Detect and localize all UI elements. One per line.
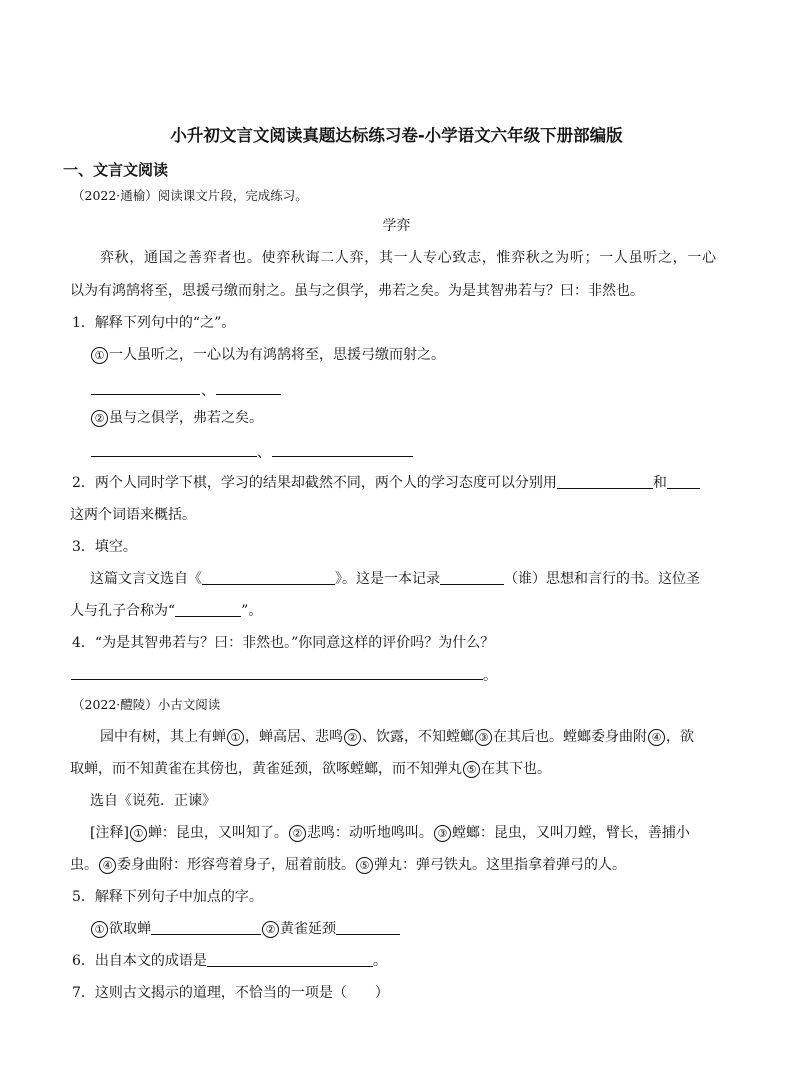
- page-title: 小升初文言文阅读真题达标练习卷-小学语文六年级下册部编版: [170, 126, 623, 145]
- note-text: 悲鸣：动听地鸣叫。: [306, 825, 433, 841]
- q3-text-d: 人与孔子合称为“: [70, 603, 176, 619]
- circled-number-2: ②: [262, 921, 279, 938]
- passage2-text: ，欲: [666, 729, 694, 745]
- q1-separator-1: 、: [201, 383, 215, 399]
- passage2-line1: [100, 727, 694, 747]
- circled-number-1: ①: [130, 825, 147, 842]
- q1-item2-text: 虽与之俱学，弗若之矣。: [109, 410, 263, 426]
- note-text: 蝉：昆虫，又叫知了。: [147, 825, 288, 841]
- passage2-source: （2022·醴陵）小古文阅读: [72, 697, 221, 712]
- q5-item-a: 欲取蝉: [109, 921, 151, 937]
- q3-stem: 3．填空。: [72, 539, 137, 555]
- circled-number-4: ④: [99, 857, 116, 874]
- q6-line: [72, 951, 387, 971]
- q3-text-c: （谁）思想和言行的书。这位圣: [504, 571, 700, 587]
- circled-number-1: ①: [227, 729, 244, 746]
- circled-number-5: ⑤: [356, 857, 373, 874]
- passage2-notes-line1: [90, 823, 690, 843]
- passage2-line2: [70, 759, 551, 779]
- q1-item1-text: 一人虽听之，一心以为有鸿鹄将至，思援弓缴而射之。: [109, 347, 445, 363]
- circled-number-2: ②: [289, 825, 306, 842]
- q2-answer-blank-2[interactable]: [667, 474, 700, 489]
- q3-line2: [70, 601, 262, 621]
- passage1-line1: 弈秋，通国之善弈者也。使弈秋诲二人弈，其一人专心致志，惟弈秋之为听；一人虽听之，一心: [100, 250, 716, 266]
- passage2-text: 在其下也。: [481, 761, 551, 777]
- q5-answer-blank-a[interactable]: [151, 920, 261, 935]
- q3-title-blank[interactable]: [175, 602, 241, 617]
- section-heading: 一、文言文阅读: [63, 161, 169, 179]
- circled-number-1: ①: [91, 921, 108, 938]
- passage2-citation: 选自《说苑．正谏》: [90, 793, 216, 809]
- q3-text-e: ”。: [241, 603, 263, 619]
- note-text: 螳螂：昆虫，又叫刀螳，臂长，善捕小: [451, 825, 690, 841]
- q3-line1: [90, 569, 700, 589]
- circled-number-2: ②: [344, 729, 361, 746]
- note-text: 虫。: [70, 857, 98, 873]
- circled-number-4: ④: [648, 729, 665, 746]
- passage2-text: 园中有树，其上有蝉: [100, 729, 226, 745]
- q2-line1: [72, 473, 700, 493]
- q1-answer-blank-2b[interactable]: [272, 456, 413, 457]
- q1-stem: 1．解释下列句中的“之”。: [72, 315, 236, 331]
- passage1-line2: 以为有鸿鹄将至，思援弓缴而射之。虽与之俱学，弗若之矣。为是其智弗若与？曰：非然也。: [70, 283, 644, 299]
- q1-item2: [90, 408, 263, 428]
- q7-stem: 7．这则古文揭示的道理，不恰当的一项是（ ）: [72, 985, 389, 1001]
- q4-answer-blank[interactable]: [71, 679, 483, 680]
- q1-answer-blank-1a[interactable]: [91, 394, 200, 395]
- q5-item-b: 黄雀延颈: [280, 921, 336, 937]
- q5-stem: 5．解释下列句子中加点的字。: [72, 889, 263, 905]
- passage1-source: （2022·通榆）阅读课文片段，完成练习。: [72, 188, 308, 203]
- notes-label: [注释]: [90, 825, 129, 841]
- q3-text-b: 》。这是一本记录: [335, 571, 440, 587]
- note-text: 委身曲附：形容弯着身子，屈着前肢。: [117, 857, 355, 873]
- passage2-notes-line2: [70, 855, 626, 875]
- q2-line2: 这两个词语来概括。: [70, 507, 196, 523]
- circled-number-3: ③: [475, 729, 492, 746]
- circled-number-5: ⑤: [463, 761, 480, 778]
- q6-text: 6．出自本文的成语是: [72, 953, 207, 969]
- q4-stem: 4．“为是其智弗若与？曰：非然也。”你同意这样的评价吗？为什么？: [72, 635, 495, 651]
- q5-answer-blank-b[interactable]: [336, 920, 400, 935]
- q1-answer-blank-1b[interactable]: [216, 394, 281, 395]
- note-text: 弹丸：弹弓铁丸。这里指拿着弹弓的人。: [374, 857, 626, 873]
- passage2-text: 取蝉，而不知黄雀在其傍也，黄雀延颈，欲啄螳螂，而不知弹丸: [70, 761, 462, 777]
- q2-text-a: 2．两个人同时学下棋，学习的结果却截然不同，两个人的学习态度可以分别用: [72, 475, 557, 491]
- q4-period: 。: [483, 668, 497, 684]
- q6-answer-blank[interactable]: [207, 952, 373, 967]
- q5-items: [90, 919, 400, 939]
- q2-answer-blank-1[interactable]: [557, 474, 653, 489]
- circled-number-1: ①: [91, 347, 108, 364]
- passage1-heading: 学弈: [382, 218, 411, 234]
- q6-period: 。: [372, 953, 387, 969]
- q1-answer-blank-2a[interactable]: [91, 456, 257, 457]
- q1-separator-2: 、: [257, 445, 271, 461]
- q3-person-blank[interactable]: [440, 570, 504, 585]
- circled-number-2: ②: [91, 410, 108, 427]
- circled-number-3: ③: [434, 825, 451, 842]
- passage2-text: 、饮露，不知螳螂: [362, 729, 474, 745]
- q2-text-b: 和: [652, 475, 667, 491]
- q3-book-blank[interactable]: [202, 570, 335, 585]
- q1-item1: [90, 345, 445, 365]
- passage2-text: 在其后也。螳螂委身曲附: [493, 729, 647, 745]
- q3-text-a: 这篇文言文选自《: [90, 571, 202, 587]
- passage2-text: ，蝉高居、悲鸣: [245, 729, 343, 745]
